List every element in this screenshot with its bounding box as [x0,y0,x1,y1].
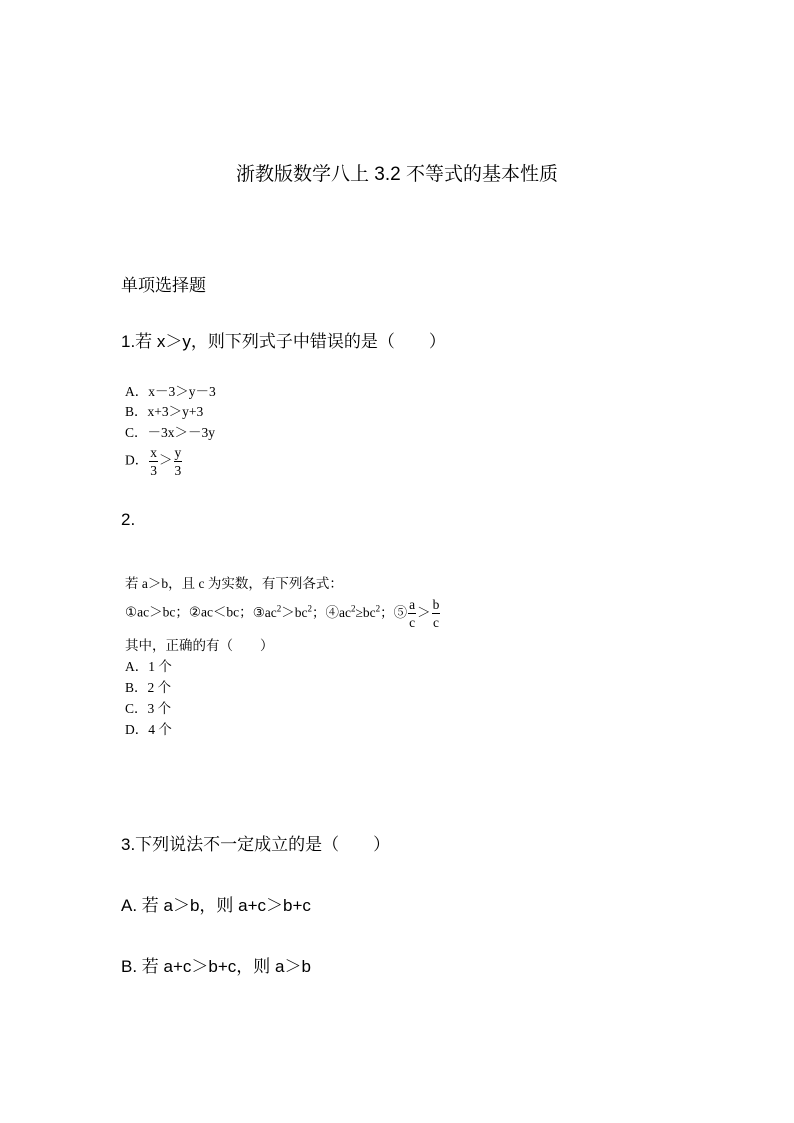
option-d-prefix: D． [125,452,149,468]
expression-4: $④ac^2\ge bc^2$； [325,603,394,620]
fraction-a-over-c: $\frac{a}{c}$ [409,597,416,630]
question-2-ask: 其中，正确的有（ ） [125,638,274,653]
question-1-option-c: C．－3x＞－3y [125,425,216,440]
question-2-intro: 若 a＞b，且 c 为实数，有下列各式： [125,576,343,591]
question-3-stem: 3.下列说法不一定成立的是（ ） [121,835,391,854]
expression-2: ②ac＜bc； [188,604,253,620]
fraction-b-over-c: $\frac{b}{c}$ [432,597,440,630]
fraction-x-over-3: $\frac{x}{3}$ [150,445,157,478]
question-2-option-c: C．3 个 [125,701,172,716]
question-1-option-d [125,446,183,477]
greater-than-sign: ＞ [159,452,173,468]
page-title: 浙教版数学八上 3.2 不等式的基本性质 [236,164,558,185]
expression-3: $③ac^2>bc^2$； [252,603,326,620]
question-2-option-a: A．1 个 [125,659,172,674]
question-2-option-b: B．2 个 [125,680,172,695]
question-2-option-d: D．4 个 [125,722,172,737]
question-3-option-b: B. 若 a+c＞b+c，则 a＞b [121,957,311,976]
fraction-y-over-3: $\frac{y}{3}$ [174,445,182,478]
question-2-number: 2. [121,510,136,529]
question-3-option-a: A. 若 a＞b，则 a+c＞b+c [121,896,311,915]
question-2-expressions [125,598,441,629]
expression-1: ①ac＞bc； [125,604,189,620]
question-1-option-a: A．x－3＞y－3 [125,384,216,399]
expression-5: ⑤ $\frac{a}{c}$ ＞ $\frac{b}{c}$ [393,597,440,630]
section-heading: 单项选择题 [121,276,206,295]
question-1-option-b: B．x+3＞y+3 [125,404,204,419]
question-1-stem: 1.若 x＞y，则下列式子中错误的是（ ） [121,332,446,351]
